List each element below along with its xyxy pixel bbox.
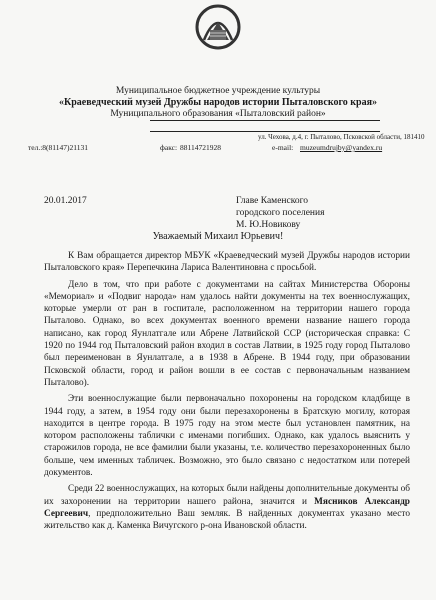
recipient-line: М. Ю.Новикову — [236, 220, 301, 230]
divider — [150, 131, 380, 132]
recipient-line: городского поселения — [236, 208, 325, 218]
salutation: Уважаемый Михаил Юрьевич! — [152, 231, 284, 242]
letter-date: 20.01.2017 — [44, 196, 87, 206]
paragraph: Дело в том, что при работе с документами на сайтах Министерства Обороны «Мемориал» и «Подвиг народа» нам удалось найти документы на тех военнослужащих, которые умерли от ран в госпитале, расположенном на территории нашего города Пыталово. Однако, во всех документах военного времени название нашего города написано, как город Яунлатгале или Абрене Латвийской ССР (историческая справка: С 1920 по 1944 год Пыталовский район входил в состав Латвии, в 1925 году город Пыталово был переименован в Яунлатгале, а в 1938 в Абрене. В 1944 году, при образовании Псковской области, город и район вошли в ее состав с первоначальным названием Пыталово). — [44, 279, 410, 388]
org-address: ул. Чехова, д.4, г. Пыталово, Псковской области, 181410 — [258, 133, 425, 141]
org-name: «Краеведческий музей Дружбы народов истории Пыталовского края» — [58, 97, 378, 108]
soldier-name: Мясников Александр Сергеевич — [44, 496, 410, 519]
recipient-block — [236, 195, 324, 231]
paragraph-text: Среди 22 военнослужащих, на которых были найдены дополнительные документы об их захоронении на территории нашего района, значится и — [44, 484, 410, 507]
fax-label: факс: — [160, 143, 178, 152]
museum-logo-icon — [195, 4, 241, 50]
paragraph: К Вам обращается директор МБУК «Краеведческий музей Дружбы народов истории Пыталовского края» Перепечкина Лариса Валентиновна с просьбой. — [44, 251, 410, 274]
paragraph-text: , предположительно Ваш земляк. В найденных документах указано место жительство как д. Каменка Вичугского р-она Ивановской области. — [44, 508, 410, 532]
paragraph: Эти военнослужащие были первоначально похоронены на городском кладбище в 1944 году, а затем, в 1954 году они были перезахоронены в Братскую могилу, которая находится в центре города. В 1975 году на этом месте был установлен памятник, на котором расположены таблички с именами погибших. Однако, как удалось выяснить у старожилов города, не все фамилии были указаны, т.е. количество перезахороненных было больше, чем именных табличек. Возможно, это было связано с недостатком или потерей документов. — [44, 394, 410, 479]
recipient-line: Главе Каменского — [236, 196, 309, 206]
phone: тел.:8(81147)21131 — [28, 143, 88, 152]
district-name: Муниципального образования «Пыталовский район» — [110, 109, 326, 119]
paragraph — [44, 483, 410, 532]
org-type: Муниципальное бюджетное учреждение культуры — [115, 86, 321, 96]
fax-number: 88114721928 — [180, 143, 221, 152]
email-label: e-mail: — [272, 143, 294, 152]
divider — [150, 120, 380, 121]
email-link[interactable]: muzeumdrujby@yandex.ru — [300, 143, 383, 152]
letter-body — [44, 250, 410, 537]
